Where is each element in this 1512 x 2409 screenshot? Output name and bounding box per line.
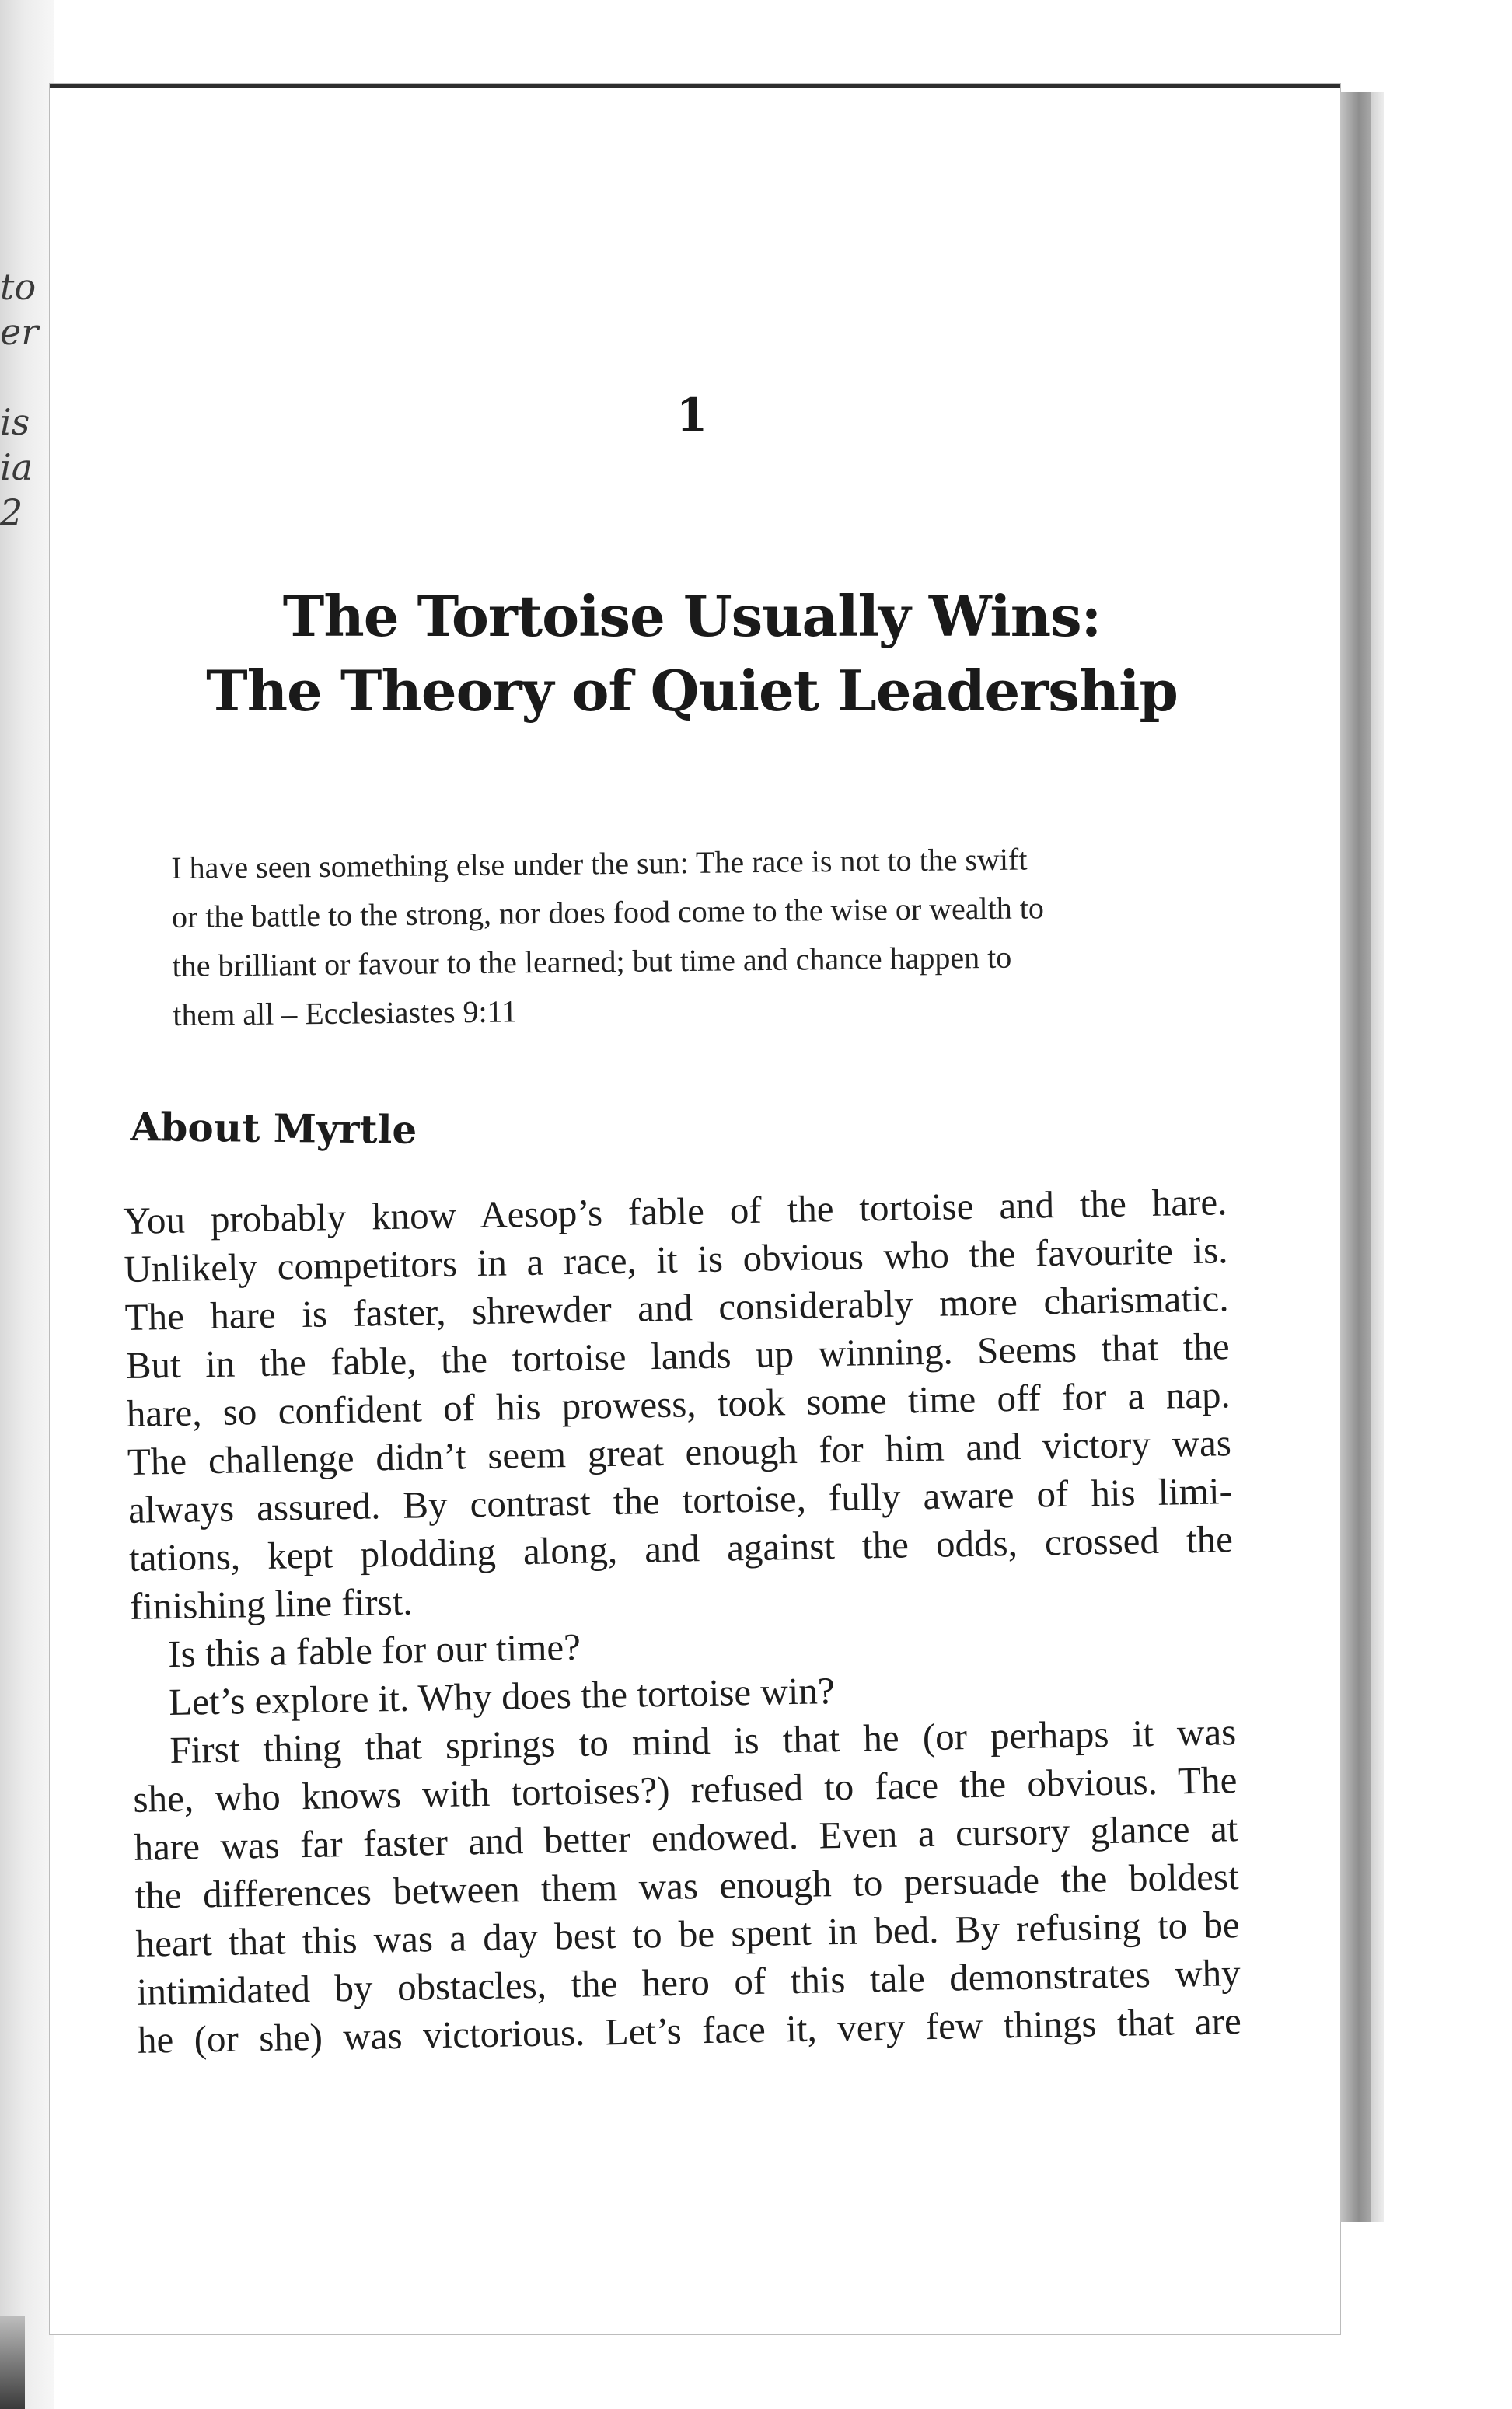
body-text — [123, 1178, 1241, 2065]
section-heading: About Myrtle — [130, 1104, 417, 1153]
body-line: hare, so confident of his prowess, took some time off for a nap. — [126, 1373, 1231, 1435]
body-line: But in the fable, the tortoise lands up winning. Seems that the — [125, 1325, 1231, 1387]
chapter-number: 1 — [676, 389, 708, 442]
epigraph-line: the brilliant or favour to the learned; but time and chance happen to — [172, 939, 1012, 983]
bleed-line: 2 — [0, 491, 23, 533]
body-line: hare was far faster and better endowed. Even a cursory glance at — [134, 1807, 1238, 1869]
body-line: always assured. By contrast the tortoise, fully aware of his limi- — [127, 1469, 1233, 1531]
body-line: Let’s explore it. Why does the tortoise win? — [168, 1669, 836, 1724]
bleed-line: er — [0, 311, 39, 353]
body-line: heart that this was a day best to be spent in bed. By refusing to be — [135, 1903, 1241, 1965]
book-spine-shadow — [0, 2316, 25, 2409]
bleed-line: to — [0, 266, 37, 308]
body-line: You probably know Aesop’s fable of the tortoise and the hare. — [123, 1180, 1227, 1242]
body-line: finishing line first. — [129, 1580, 414, 1628]
epigraph-line: or the battle to the strong, nor does food come to the wise or wealth to — [171, 890, 1045, 934]
body-line: the differences between them was enough to persuade the boldest — [134, 1855, 1239, 1917]
body-line: Is this a fable for our time? — [167, 1625, 581, 1676]
epigraph-line: I have seen something else under the sun: The race is not to the swift — [171, 841, 1028, 885]
epigraph — [171, 832, 1262, 1039]
epigraph-line: them all – Ecclesiastes 9:11 — [173, 993, 518, 1032]
body-line: he (or she) was victorious. Let’s face it, very few things that are — [137, 1999, 1242, 2062]
chapter-title-line: The Tortoise Usually Wins: — [282, 583, 1102, 649]
body-line: The challenge didn’t seem great enough for him and victory was — [127, 1421, 1232, 1483]
chapter-title — [148, 579, 1236, 728]
body-line: she, who knows with tortoises?) refused to face the obvious. The — [133, 1758, 1238, 1821]
body-line: tations, kept plodding along, and against the odds, crossed the — [128, 1517, 1234, 1580]
body-line: Unlikely competitors in a race, it is obvious who the favourite is. — [124, 1228, 1228, 1290]
chapter-title-line: The Theory of Quiet Leadership — [206, 658, 1178, 724]
bleed-line: is — [0, 401, 30, 443]
body-line: The hare is faster, shrewder and considerably more charismatic. — [124, 1276, 1229, 1339]
body-line: intimidated by obstacles, the hero of this tale demonstrates why — [136, 1951, 1241, 2013]
bleed-line: ia — [0, 446, 33, 488]
body-line: First thing that springs to mind is that he (or perhaps it was — [169, 1710, 1237, 1772]
